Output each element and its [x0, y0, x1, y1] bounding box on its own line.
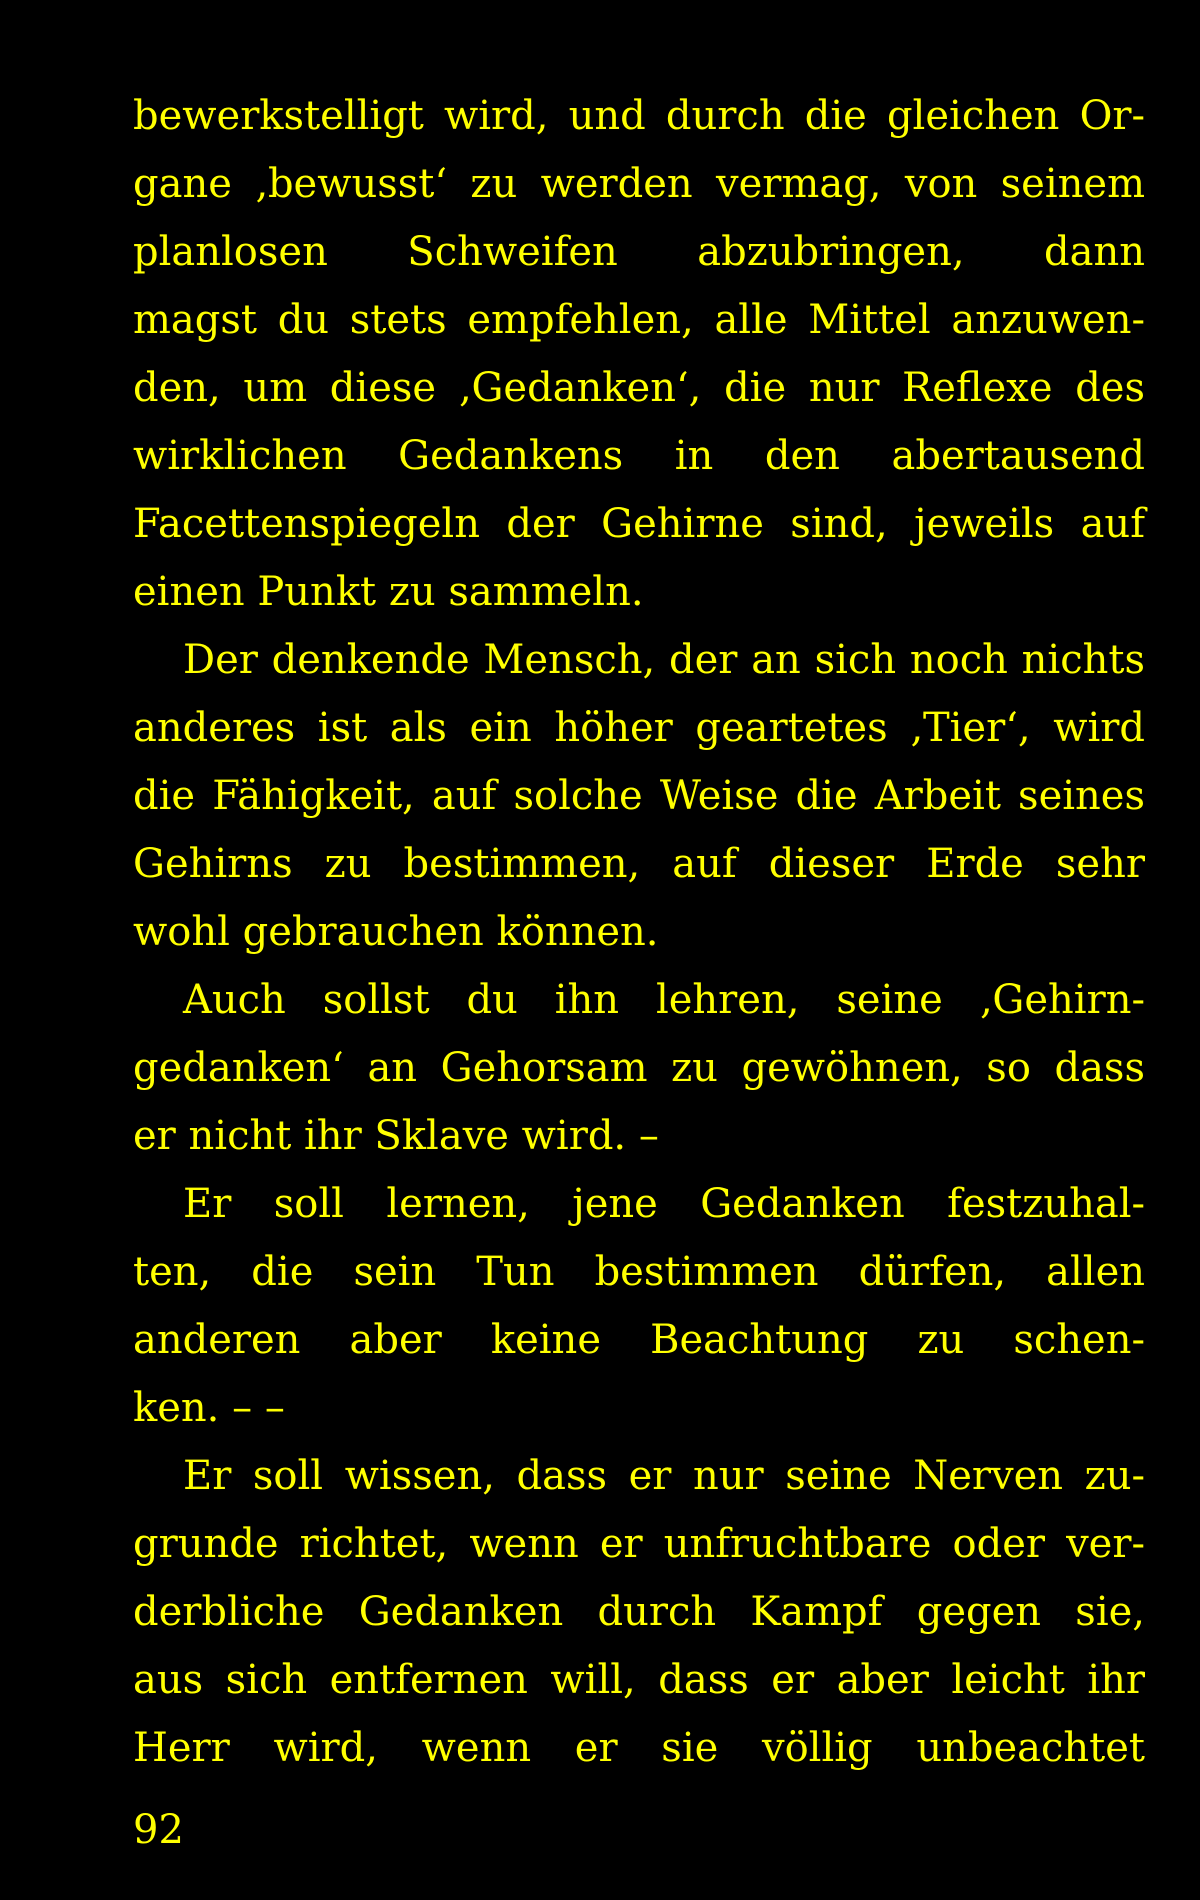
text-line: anderes ist als ein höher geartetes ‚Tier‘, wird — [133, 705, 1145, 751]
text-line: planlosen Schweifen abzubringen, dann — [133, 229, 1145, 275]
text-line: anderen aber keine Beachtung zu schen- — [133, 1317, 1145, 1363]
text-line: Er soll wissen, dass er nur seine Nerven zu- — [183, 1453, 1145, 1499]
text-line: Gehirns zu bestimmen, auf dieser Erde sehr — [133, 841, 1145, 887]
text-line: wohl gebrauchen können. — [133, 909, 659, 955]
text-line: wirklichen Gedankens in den abertausend — [133, 433, 1145, 479]
text-line: Facettenspiegeln der Gehirne sind, jeweils auf — [133, 501, 1145, 547]
text-line: Herr wird, wenn er sie völlig unbeachtet — [133, 1725, 1145, 1771]
text-line: magst du stets empfehlen, alle Mittel anzuwen- — [133, 297, 1145, 343]
text-line: ken. – – — [133, 1385, 285, 1431]
text-line: Der denkende Mensch, der an sich noch nichts — [183, 637, 1145, 683]
text-line: er nicht ihr Sklave wird. – — [133, 1113, 659, 1159]
text-line: Auch sollst du ihn lehren, seine ‚Gehirn- — [183, 977, 1145, 1023]
page-number: 92 — [133, 1807, 184, 1853]
text-line: den, um diese ‚Gedanken‘, die nur Reflexe des — [133, 365, 1145, 411]
text-line: derbliche Gedanken durch Kampf gegen sie, — [133, 1589, 1145, 1635]
text-line: die Fähigkeit, auf solche Weise die Arbeit seines — [133, 773, 1145, 819]
text-line: gane ‚bewusst‘ zu werden vermag, von seinem — [133, 161, 1145, 207]
text-line: gedanken‘ an Gehorsam zu gewöhnen, so dass — [133, 1045, 1145, 1091]
text-line: Er soll lernen, jene Gedanken festzuhal- — [183, 1181, 1145, 1227]
text-line: einen Punkt zu sammeln. — [133, 569, 644, 615]
text-line: bewerkstelligt wird, und durch die gleichen Or- — [133, 93, 1145, 139]
text-line: ten, die sein Tun bestimmen dürfen, allen — [133, 1249, 1145, 1295]
text-line: aus sich entfernen will, dass er aber leicht ihr — [133, 1657, 1145, 1703]
body-text — [133, 82, 1145, 1782]
text-line: grunde richtet, wenn er unfruchtbare oder ver- — [133, 1521, 1145, 1567]
